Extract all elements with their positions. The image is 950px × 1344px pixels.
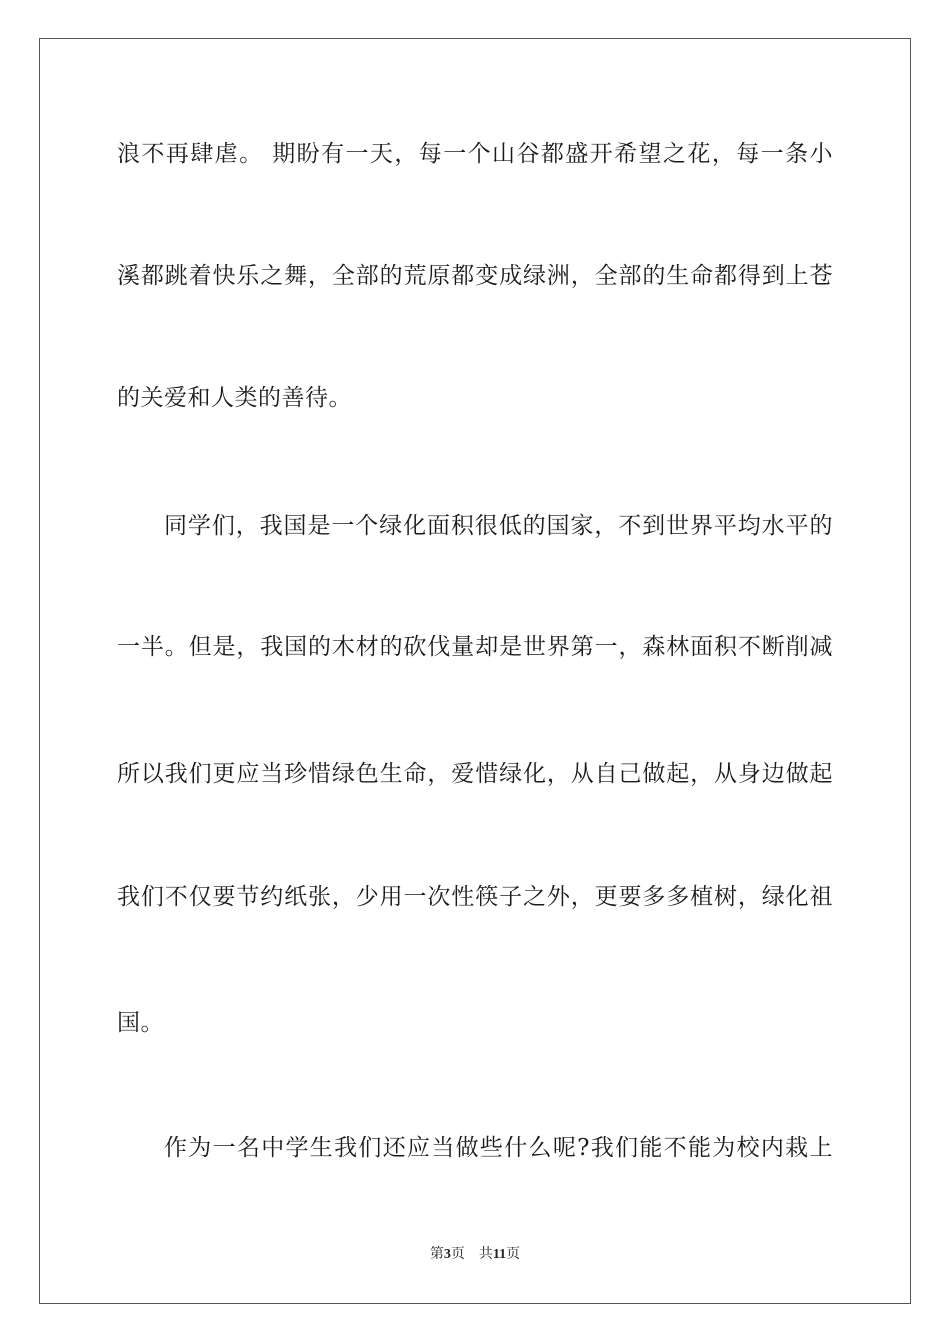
text-line-9: 作为一名中学生我们还应当做些什么呢?我们能不能为校内栽上 <box>164 1135 833 1161</box>
text-line-6: 所以我们更应当珍惜绿色生命，爱惜绿化，从自己做起，从身边做起 <box>117 761 833 787</box>
footer-total-suffix: 页 <box>506 1247 521 1262</box>
page-footer <box>0 1246 950 1264</box>
footer-page-suffix: 页 <box>450 1247 465 1262</box>
footer-page-number: 3 <box>443 1247 451 1262</box>
footer-page-prefix: 第 <box>429 1247 444 1262</box>
text-line-4: 同学们，我国是一个绿化面积很低的国家，不到世界平均水平的 <box>164 513 833 539</box>
text-line-2: 溪都跳着快乐之舞，全部的荒原都变成绿洲，全部的生命都得到上苍 <box>117 263 833 289</box>
footer-total-prefix: 共 <box>478 1247 493 1262</box>
text-line-7: 我们不仅要节约纸张，少用一次性筷子之外，更要多多植树，绿化祖 <box>117 884 833 910</box>
footer-total-number: 11 <box>492 1247 507 1262</box>
text-line-8: 国。 <box>117 1010 164 1036</box>
text-line-3: 的关爱和人类的善待。 <box>117 385 352 411</box>
page-border <box>39 38 911 1304</box>
text-line-1: 浪不再肆虐。 期盼有一天，每一个山谷都盛开希望之花，每一条小 <box>117 141 833 167</box>
text-line-5: 一半。但是，我国的木材的砍伐量却是世界第一，森林面积不断削减 <box>117 634 833 660</box>
